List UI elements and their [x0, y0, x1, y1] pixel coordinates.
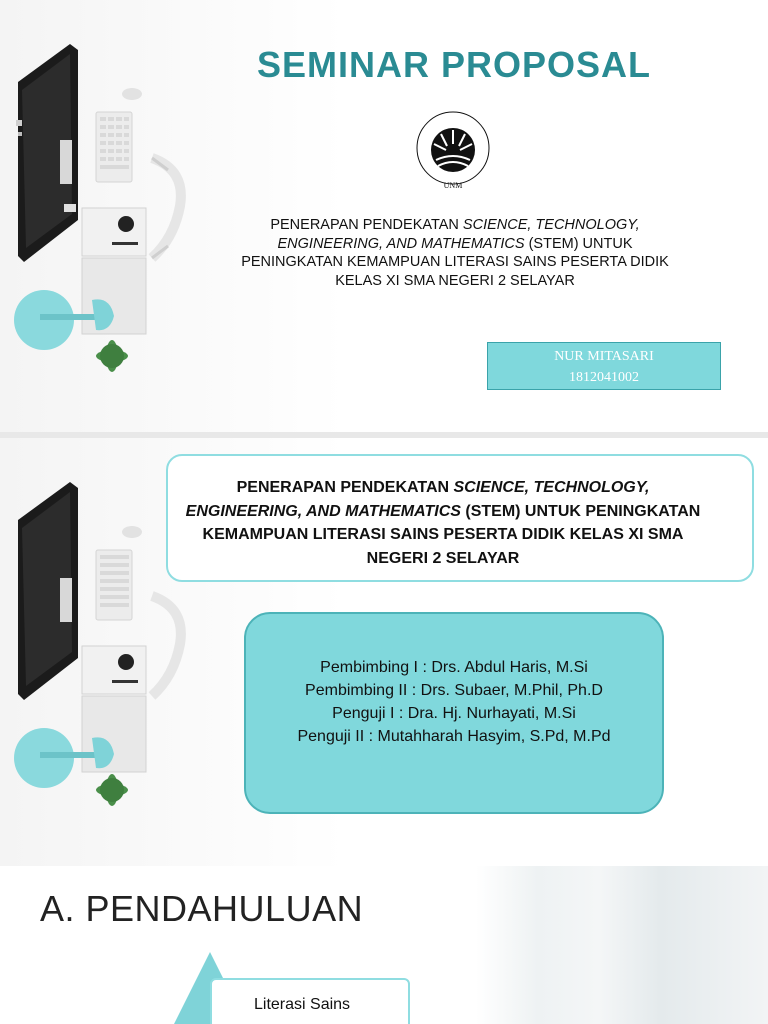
thesis-title: [178, 476, 708, 570]
coffee-cup-icon: [118, 654, 134, 670]
keyboard-icon: [96, 112, 132, 182]
committee-list: [244, 656, 664, 748]
slide-committee: [0, 438, 768, 866]
topic-label: Literasi Sains: [254, 996, 351, 1013]
slide-title: [0, 0, 768, 432]
thesis-part-2-italic: SCIENCE, TECHNOLOGY, ENGINEERING, AND MATHEMATICS: [277, 217, 640, 252]
author-id: 1812041002: [569, 370, 639, 385]
author-name: NUR MITASARI: [554, 349, 654, 364]
plant-icon: [96, 340, 128, 372]
section-heading: A. PENDAHULUAN: [40, 888, 364, 929]
thesis-part-1: PENERAPAN PENDEKATAN: [236, 479, 454, 496]
slide-introduction: [0, 866, 768, 1024]
chair-icon: [152, 158, 181, 258]
presentation-title: SEMINAR PROPOSAL: [256, 44, 652, 85]
thesis-title: [240, 216, 670, 290]
committee-member: Penguji II : Mutahharah Hasyim, S.Pd, M.Pd: [297, 728, 611, 745]
committee-member: Penguji I : Dra. Hj. Nurhayati, M.Si: [332, 705, 576, 722]
committee-member: Pembimbing I : Drs. Abdul Haris, M.Si: [320, 659, 588, 676]
thesis-part-3: (STEM) UNTUK PENINGKATAN KEMAMPUAN LITERASI SAINS PESERTA DIDIK KELAS XI SMA NEGERI 2 SELAYAR: [241, 235, 669, 289]
committee-member: Pembimbing II : Drs. Subaer, M.Phil, Ph.D: [305, 682, 603, 699]
plant-icon: [96, 774, 128, 806]
chair-icon: [152, 596, 181, 696]
thesis-part-3: (STEM) UNTUK PENINGKATAN KEMAMPUAN LITERASI SAINS PESERTA DIDIK KELAS XI SMA NEGERI 2 SELAYAR: [202, 502, 701, 567]
university-logo: [408, 108, 498, 192]
mouse-icon: [122, 526, 142, 538]
thesis-part-2-italic: SCIENCE, TECHNOLOGY, ENGINEERING, AND MATHEMATICS: [185, 479, 650, 520]
mouse-icon: [122, 88, 142, 100]
logo-abbr: UNM: [443, 181, 463, 190]
keyboard-icon: [96, 550, 132, 620]
coffee-cup-icon: [118, 216, 134, 232]
notebook-icon: [82, 208, 146, 256]
notebook-icon: [82, 646, 146, 694]
author-box: [487, 342, 721, 390]
thesis-part-1: PENERAPAN PENDEKATAN: [270, 217, 463, 233]
